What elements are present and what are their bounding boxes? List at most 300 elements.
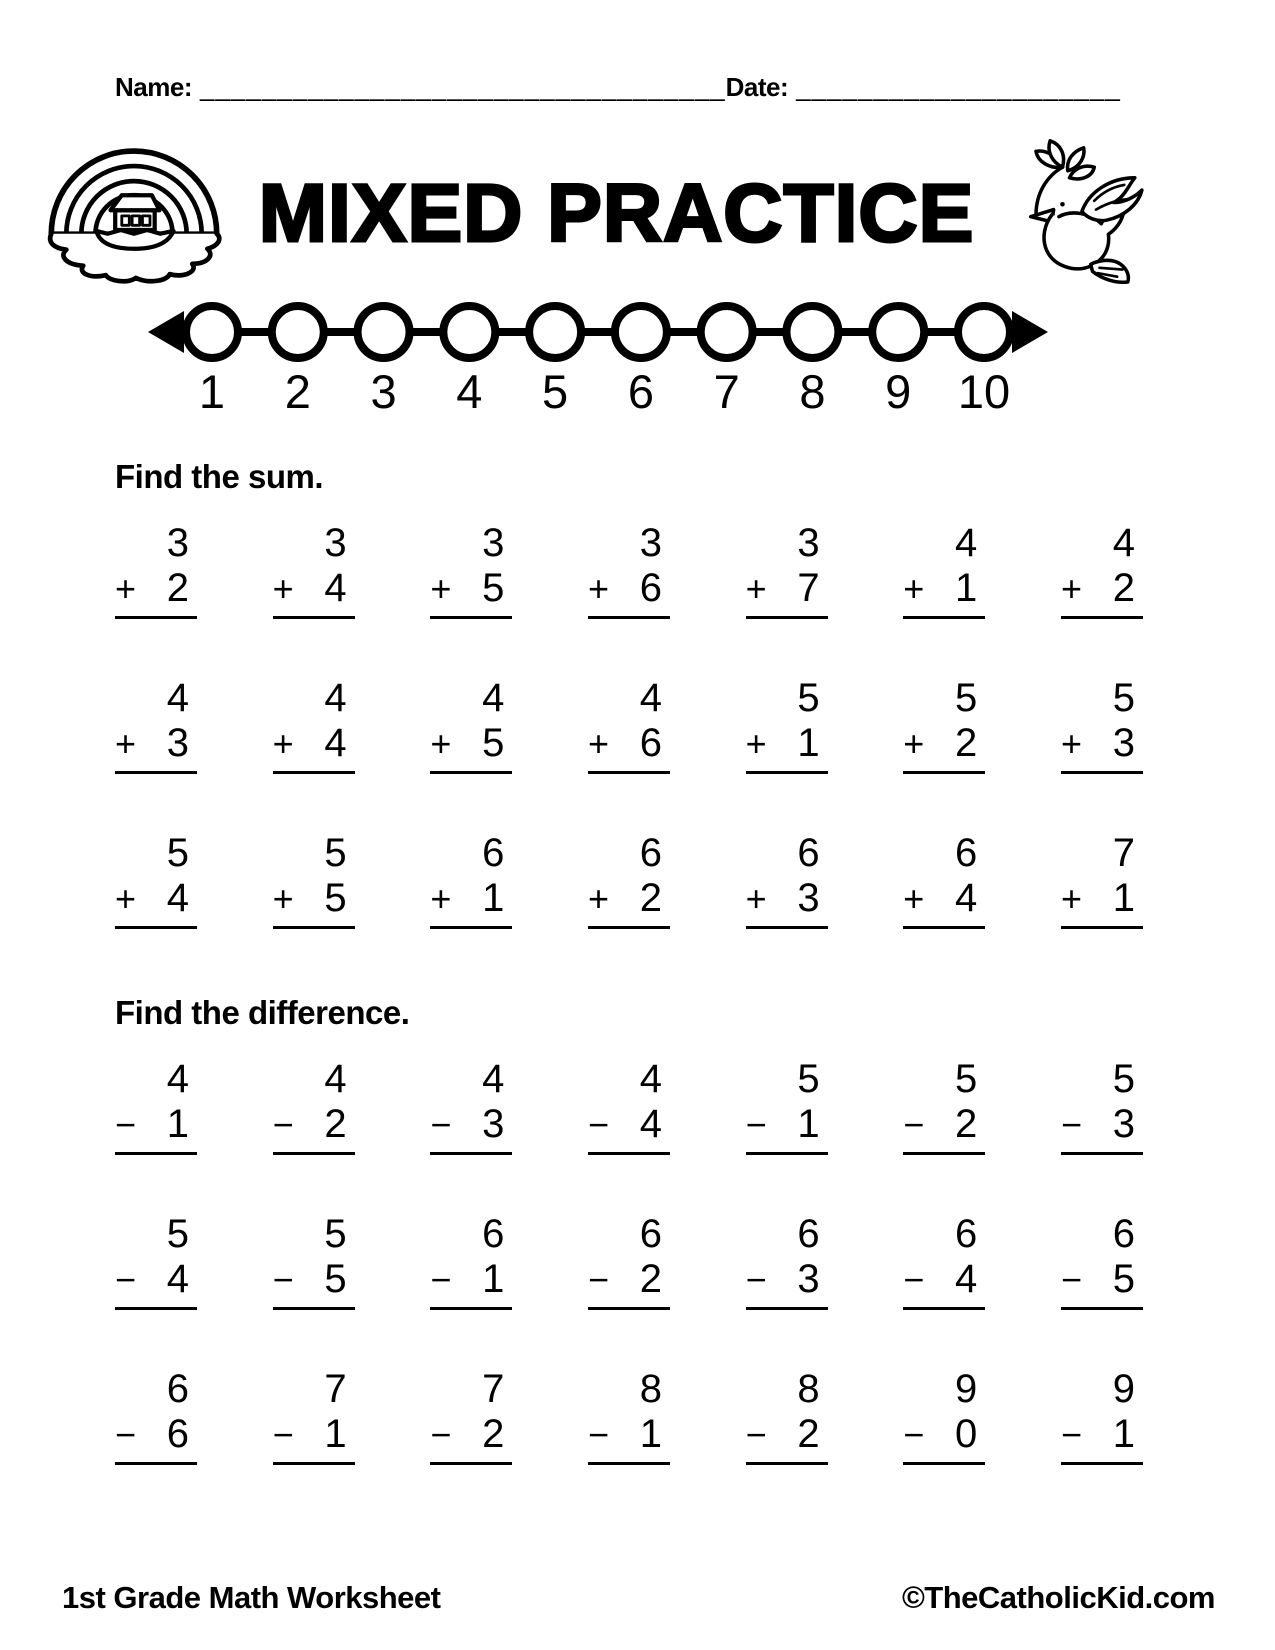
number-line-label: 2	[284, 365, 311, 415]
operator: −	[115, 1414, 137, 1455]
bottom-operand: 6	[639, 721, 662, 765]
top-operand: 6	[955, 1212, 978, 1256]
date-write-line: _____________________	[796, 72, 1121, 102]
math-problem	[115, 832, 197, 929]
problem-row	[115, 1213, 1143, 1310]
number-line-point	[272, 306, 324, 358]
math-problem	[746, 832, 828, 929]
math-problem	[588, 1368, 670, 1465]
top-operand: 4	[639, 676, 662, 720]
answer-line	[588, 616, 670, 619]
top-operand: 5	[797, 676, 820, 720]
math-problem	[1061, 832, 1143, 929]
answer-line	[1061, 1462, 1143, 1465]
bottom-operand: 7	[797, 566, 820, 610]
bottom-operand: 5	[324, 1257, 347, 1301]
operator-and-operand	[430, 877, 512, 920]
find-the-difference-section	[115, 994, 1143, 1523]
operator: −	[272, 1414, 294, 1455]
math-problem	[430, 1213, 512, 1310]
operator-and-operand	[273, 1413, 355, 1456]
number-line-point	[529, 306, 581, 358]
problem-row	[115, 1368, 1143, 1465]
top-operand: 4	[482, 676, 505, 720]
operator-and-operand	[1061, 722, 1143, 765]
math-problem	[430, 1368, 512, 1465]
operator: +	[272, 723, 294, 764]
math-problem	[588, 1058, 670, 1155]
top-operand: 5	[166, 1212, 189, 1256]
operator-and-operand	[273, 722, 355, 765]
operator-and-operand	[903, 1103, 985, 1146]
math-problem	[746, 1368, 828, 1465]
answer-line	[903, 926, 985, 929]
top-operand: 7	[1112, 831, 1135, 875]
operator-and-operand	[430, 1103, 512, 1146]
answer-line	[588, 1152, 670, 1155]
operator-and-operand	[273, 1103, 355, 1146]
top-operand: 6	[166, 1367, 189, 1411]
number-line-label: 1	[198, 365, 226, 415]
top-operand: 4	[955, 521, 978, 565]
operator: −	[430, 1414, 452, 1455]
operator-and-operand	[588, 567, 670, 610]
top-operand: 9	[955, 1367, 978, 1411]
top-operand: 6	[482, 1212, 505, 1256]
number-line-label: 4	[456, 365, 483, 415]
math-problem	[903, 1368, 985, 1465]
bottom-operand: 5	[324, 876, 347, 920]
math-problem	[115, 677, 197, 774]
math-problem	[273, 677, 355, 774]
bottom-operand: 0	[955, 1412, 978, 1456]
operator: −	[272, 1259, 294, 1300]
operator-and-operand	[115, 1103, 197, 1146]
operator-and-operand	[1061, 1413, 1143, 1456]
bottom-operand: 2	[639, 876, 662, 920]
operator: −	[115, 1104, 137, 1145]
bottom-operand: 4	[166, 876, 189, 920]
math-problem	[115, 1368, 197, 1465]
bottom-operand: 3	[1112, 721, 1135, 765]
operator: −	[903, 1259, 925, 1300]
number-line-label: 9	[885, 365, 912, 415]
operator-and-operand	[115, 1413, 197, 1456]
answer-line	[1061, 926, 1143, 929]
math-problem	[903, 677, 985, 774]
top-operand: 6	[482, 831, 505, 875]
operator: +	[115, 878, 137, 919]
operator: +	[1060, 878, 1082, 919]
operator: −	[903, 1414, 925, 1455]
answer-line	[273, 616, 355, 619]
name-field	[115, 72, 726, 103]
operator: −	[1060, 1104, 1082, 1145]
bottom-operand: 1	[639, 1412, 662, 1456]
answer-line	[903, 616, 985, 619]
footer-credit: ©TheCatholicKid.com	[901, 1580, 1215, 1615]
date-label: Date:	[725, 72, 789, 102]
answer-line	[746, 1462, 828, 1465]
top-operand: 5	[1112, 1057, 1135, 1101]
bottom-operand: 4	[324, 721, 347, 765]
operator-and-operand	[746, 1258, 828, 1301]
number-line-point	[958, 306, 1010, 358]
bottom-operand: 6	[166, 1412, 189, 1456]
operator: +	[430, 878, 452, 919]
answer-line	[903, 771, 985, 774]
answer-line	[115, 1307, 197, 1310]
math-problem	[430, 1058, 512, 1155]
answer-line	[430, 616, 512, 619]
operator-and-operand	[115, 1258, 197, 1301]
answer-line	[430, 1152, 512, 1155]
answer-line	[588, 1462, 670, 1465]
bottom-operand: 5	[1112, 1257, 1135, 1301]
math-problem	[1061, 1058, 1143, 1155]
top-operand: 3	[482, 521, 505, 565]
answer-line	[273, 1152, 355, 1155]
top-operand: 5	[1112, 676, 1135, 720]
top-operand: 6	[797, 831, 820, 875]
top-operand: 6	[639, 831, 662, 875]
number-line-point	[358, 306, 410, 358]
top-operand: 5	[955, 676, 978, 720]
math-problem	[1061, 1213, 1143, 1310]
name-label: Name:	[115, 72, 192, 102]
operator: +	[115, 568, 137, 609]
operator: +	[745, 568, 767, 609]
top-operand: 8	[639, 1367, 662, 1411]
bottom-operand: 2	[639, 1257, 662, 1301]
bottom-operand: 2	[955, 1102, 978, 1146]
bottom-operand: 4	[639, 1102, 662, 1146]
bottom-operand: 1	[1112, 876, 1135, 920]
top-operand: 7	[324, 1367, 347, 1411]
top-operand: 9	[1112, 1367, 1135, 1411]
operator-and-operand	[1061, 1258, 1143, 1301]
top-operand: 6	[955, 831, 978, 875]
answer-line	[115, 1462, 197, 1465]
section-heading-difference: Find the difference.	[115, 994, 410, 1031]
math-problem	[588, 522, 670, 619]
bottom-operand: 4	[955, 1257, 978, 1301]
operator: −	[587, 1414, 609, 1455]
top-operand: 4	[482, 1057, 505, 1101]
top-operand: 5	[324, 831, 347, 875]
number-line-point	[786, 306, 838, 358]
operator-and-operand	[273, 1258, 355, 1301]
operator: −	[1060, 1414, 1082, 1455]
answer-line	[746, 616, 828, 619]
operator: +	[745, 878, 767, 919]
bottom-operand: 2	[1112, 566, 1135, 610]
top-operand: 3	[166, 521, 189, 565]
answer-line	[273, 1307, 355, 1310]
operator-and-operand	[903, 567, 985, 610]
math-problem	[273, 522, 355, 619]
date-field	[726, 72, 1121, 103]
operator-and-operand	[746, 1413, 828, 1456]
top-operand: 3	[639, 521, 662, 565]
operator-and-operand	[746, 567, 828, 610]
name-write-line: __________________________________	[199, 72, 726, 102]
answer-line	[903, 1307, 985, 1310]
math-problem	[430, 522, 512, 619]
operator-and-operand	[1061, 877, 1143, 920]
bottom-operand: 1	[797, 721, 820, 765]
footer	[62, 1580, 1215, 1616]
answer-line	[273, 1462, 355, 1465]
operator: −	[745, 1414, 767, 1455]
answer-line	[746, 926, 828, 929]
operator-and-operand	[273, 567, 355, 610]
number-line-point	[186, 306, 238, 358]
bottom-operand: 1	[1112, 1412, 1135, 1456]
arrow-right-icon	[1012, 311, 1048, 353]
math-problem	[903, 522, 985, 619]
math-problem	[430, 677, 512, 774]
answer-line	[746, 771, 828, 774]
find-the-sum-section	[115, 458, 1143, 987]
math-problem	[1061, 677, 1143, 774]
operator-and-operand	[903, 1413, 985, 1456]
bottom-operand: 4	[955, 876, 978, 920]
answer-line	[115, 771, 197, 774]
top-operand: 4	[639, 1057, 662, 1101]
title-row	[40, 138, 1157, 290]
bottom-operand: 2	[166, 566, 189, 610]
top-operand: 6	[639, 1212, 662, 1256]
number-line-label: 6	[627, 365, 654, 415]
bottom-operand: 4	[324, 566, 347, 610]
bottom-operand: 2	[955, 721, 978, 765]
noahs-ark-rainbow-icon	[40, 139, 228, 289]
problem-row	[115, 677, 1143, 774]
operator-and-operand	[588, 1103, 670, 1146]
math-problem	[115, 1213, 197, 1310]
number-line-label: 8	[799, 365, 826, 415]
operator: −	[430, 1259, 452, 1300]
answer-line	[903, 1462, 985, 1465]
operator: +	[587, 723, 609, 764]
operator: +	[1060, 723, 1082, 764]
top-operand: 3	[797, 521, 820, 565]
operator: +	[587, 568, 609, 609]
operator-and-operand	[115, 567, 197, 610]
number-line-label: 7	[713, 365, 740, 415]
bottom-operand: 2	[324, 1102, 347, 1146]
number-line-svg	[148, 290, 1048, 415]
answer-line	[430, 926, 512, 929]
operator: −	[745, 1259, 767, 1300]
top-operand: 5	[324, 1212, 347, 1256]
operator-and-operand	[115, 877, 197, 920]
math-problem	[903, 832, 985, 929]
bottom-operand: 6	[639, 566, 662, 610]
difference-problem-rows	[115, 1058, 1143, 1465]
operator: +	[903, 568, 925, 609]
top-operand: 6	[1112, 1212, 1135, 1256]
bottom-operand: 4	[166, 1257, 189, 1301]
problem-row	[115, 832, 1143, 929]
answer-line	[1061, 616, 1143, 619]
bottom-operand: 2	[482, 1412, 505, 1456]
math-problem	[746, 522, 828, 619]
math-problem	[115, 1058, 197, 1155]
top-operand: 3	[324, 521, 347, 565]
math-problem	[273, 832, 355, 929]
operator: +	[272, 878, 294, 919]
operator-and-operand	[273, 877, 355, 920]
bottom-operand: 1	[955, 566, 978, 610]
bottom-operand: 3	[797, 1257, 820, 1301]
operator: −	[587, 1259, 609, 1300]
operator-and-operand	[430, 1413, 512, 1456]
operator: −	[903, 1104, 925, 1145]
problem-row	[115, 1058, 1143, 1155]
bottom-operand: 3	[1112, 1102, 1135, 1146]
bottom-operand: 1	[166, 1102, 189, 1146]
sum-problem-rows	[115, 522, 1143, 929]
bottom-operand: 1	[324, 1412, 347, 1456]
math-problem	[273, 1368, 355, 1465]
math-problem	[746, 1058, 828, 1155]
operator-and-operand	[588, 1413, 670, 1456]
bottom-operand: 2	[797, 1412, 820, 1456]
bottom-operand: 3	[166, 721, 189, 765]
operator: +	[430, 723, 452, 764]
operator: −	[430, 1104, 452, 1145]
answer-line	[746, 1152, 828, 1155]
answer-line	[746, 1307, 828, 1310]
operator-and-operand	[588, 1258, 670, 1301]
operator: +	[430, 568, 452, 609]
arrow-left-icon	[148, 311, 184, 353]
number-line-point	[443, 306, 495, 358]
answer-line	[903, 1152, 985, 1155]
answer-line	[115, 616, 197, 619]
answer-line	[115, 926, 197, 929]
answer-line	[115, 1152, 197, 1155]
operator: −	[115, 1259, 137, 1300]
math-problem	[903, 1058, 985, 1155]
answer-line	[1061, 1307, 1143, 1310]
top-fields	[115, 72, 1121, 103]
math-problem	[588, 677, 670, 774]
number-line-label: 5	[542, 365, 569, 415]
operator: +	[903, 878, 925, 919]
top-operand: 4	[324, 676, 347, 720]
operator-and-operand	[746, 1103, 828, 1146]
number-line-point	[701, 306, 753, 358]
math-problem	[588, 1213, 670, 1310]
answer-line	[273, 926, 355, 929]
operator-and-operand	[903, 877, 985, 920]
answer-line	[430, 771, 512, 774]
operator: +	[903, 723, 925, 764]
problem-row	[115, 522, 1143, 619]
operator-and-operand	[115, 722, 197, 765]
top-operand: 5	[955, 1057, 978, 1101]
operator: +	[272, 568, 294, 609]
math-problem	[430, 832, 512, 929]
top-operand: 4	[166, 676, 189, 720]
operator-and-operand	[903, 1258, 985, 1301]
answer-line	[430, 1307, 512, 1310]
math-problem	[903, 1213, 985, 1310]
operator: +	[115, 723, 137, 764]
answer-line	[273, 771, 355, 774]
math-problem	[588, 832, 670, 929]
operator: +	[1060, 568, 1082, 609]
math-problem	[115, 522, 197, 619]
top-operand: 4	[324, 1057, 347, 1101]
math-problem	[273, 1213, 355, 1310]
operator: +	[745, 723, 767, 764]
bottom-operand: 3	[797, 876, 820, 920]
bottom-operand: 1	[797, 1102, 820, 1146]
operator-and-operand	[1061, 1103, 1143, 1146]
bottom-operand: 5	[482, 721, 505, 765]
operator-and-operand	[588, 722, 670, 765]
operator: −	[745, 1104, 767, 1145]
operator-and-operand	[430, 1258, 512, 1301]
top-operand: 6	[797, 1212, 820, 1256]
number-line-label: 10	[957, 365, 1011, 415]
operator-and-operand	[1061, 567, 1143, 610]
answer-line	[1061, 1152, 1143, 1155]
answer-line	[588, 1307, 670, 1310]
page-title: MIXED PRACTICE	[258, 168, 975, 259]
answer-line	[430, 1462, 512, 1465]
footer-worksheet-label: 1st Grade Math Worksheet	[62, 1580, 441, 1615]
answer-line	[588, 926, 670, 929]
number-line-point	[615, 306, 667, 358]
bottom-operand: 5	[482, 566, 505, 610]
top-operand: 4	[166, 1057, 189, 1101]
answer-line	[588, 771, 670, 774]
operator: −	[272, 1104, 294, 1145]
number-line-label: 3	[370, 365, 397, 415]
section-heading-sum: Find the sum.	[115, 458, 323, 495]
operator-and-operand	[430, 722, 512, 765]
top-operand: 4	[1112, 521, 1135, 565]
math-problem	[1061, 1368, 1143, 1465]
operator-and-operand	[746, 877, 828, 920]
operator-and-operand	[430, 567, 512, 610]
operator-and-operand	[588, 877, 670, 920]
dove-olive-branch-icon	[1005, 139, 1157, 289]
math-problem	[746, 677, 828, 774]
operator-and-operand	[746, 722, 828, 765]
number-line	[148, 290, 1048, 420]
top-operand: 5	[166, 831, 189, 875]
operator-and-operand	[903, 722, 985, 765]
math-problem	[1061, 522, 1143, 619]
top-operand: 8	[797, 1367, 820, 1411]
bottom-operand: 3	[482, 1102, 505, 1146]
math-problem	[273, 1058, 355, 1155]
operator: −	[587, 1104, 609, 1145]
top-operand: 5	[797, 1057, 820, 1101]
operator: +	[587, 878, 609, 919]
top-operand: 7	[482, 1367, 505, 1411]
answer-line	[1061, 771, 1143, 774]
math-problem	[746, 1213, 828, 1310]
operator: −	[1060, 1259, 1082, 1300]
bottom-operand: 1	[482, 1257, 505, 1301]
